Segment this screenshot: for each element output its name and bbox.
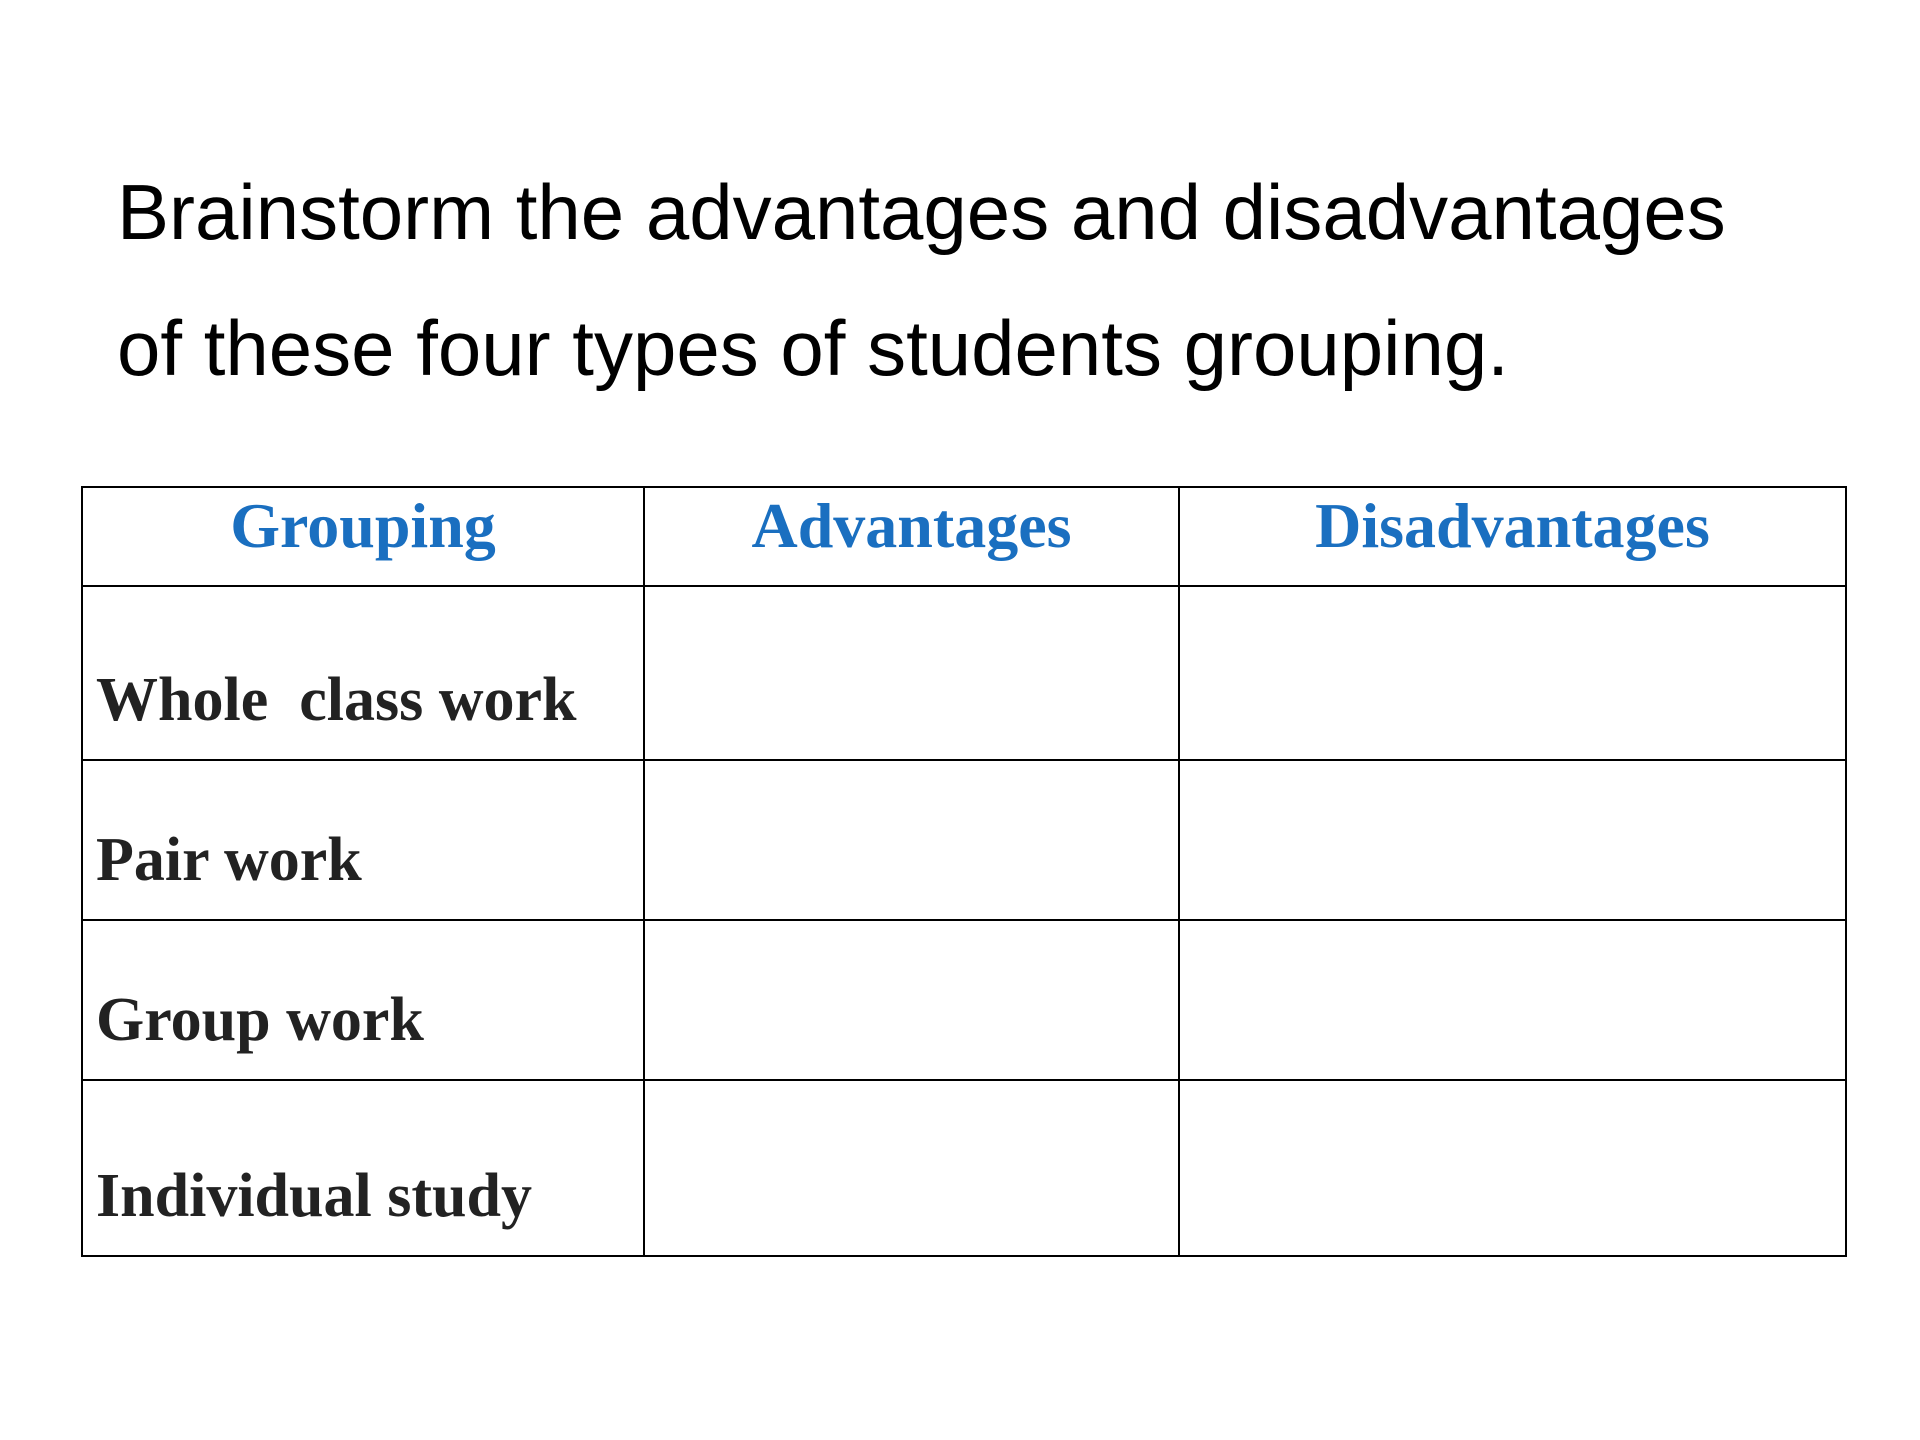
- header-disadvantages: Disadvantages: [1179, 487, 1846, 586]
- disadvantages-cell[interactable]: [1179, 1080, 1846, 1256]
- header-advantages: Advantages: [644, 487, 1179, 586]
- table-row: [82, 1080, 1846, 1256]
- disadvantages-cell[interactable]: [1179, 760, 1846, 920]
- table-header-row: [82, 487, 1846, 586]
- advantages-cell[interactable]: [644, 760, 1179, 920]
- row-label-whole-class-work: Whole class work: [82, 586, 644, 760]
- disadvantages-cell[interactable]: [1179, 586, 1846, 760]
- row-label-individual-study: Individual study: [82, 1080, 644, 1256]
- instruction-text: [117, 150, 1817, 422]
- disadvantages-cell[interactable]: [1179, 920, 1846, 1080]
- grouping-table: [81, 486, 1847, 1257]
- advantages-cell[interactable]: [644, 920, 1179, 1080]
- table-row: [82, 760, 1846, 920]
- header-grouping: Grouping: [82, 487, 644, 586]
- table-row: [82, 586, 1846, 760]
- instruction-line-2: of these four types of students grouping.: [117, 304, 1509, 392]
- table-row: [82, 920, 1846, 1080]
- advantages-cell[interactable]: [644, 586, 1179, 760]
- row-label-pair-work: Pair work: [82, 760, 644, 920]
- instruction-line-1: Brainstorm the advantages and disadvantages: [117, 168, 1726, 256]
- row-label-group-work: Group work: [82, 920, 644, 1080]
- advantages-cell[interactable]: [644, 1080, 1179, 1256]
